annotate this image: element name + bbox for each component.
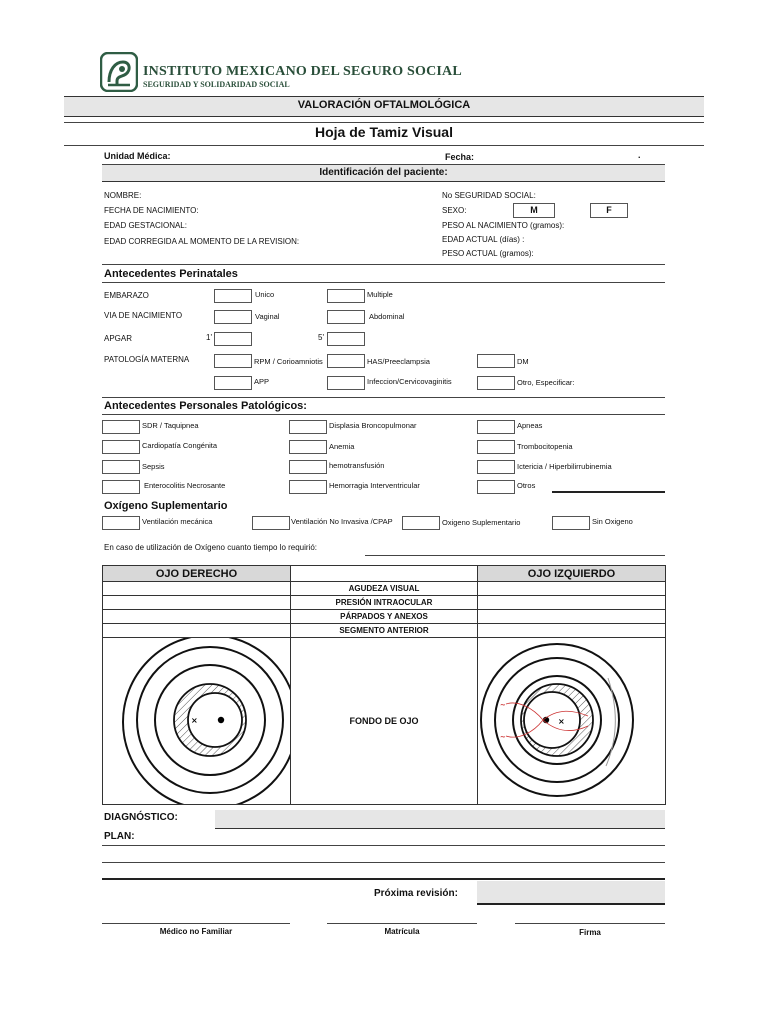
ojo-izquierdo-header: OJO IZQUIERDO [477,565,666,582]
hemotransfusion-label: hemotransfusión [329,461,385,470]
divider [102,282,665,283]
has-label: HAS/Preeclampsia [367,357,430,366]
oi-fondo-cell[interactable] [477,637,666,805]
multiple-label: Multiple [367,290,393,299]
rpm-checkbox[interactable] [214,354,252,368]
fondo-label: FONDO DE OJO [349,716,419,726]
od-agudeza[interactable] [102,581,291,596]
ictericia-label: Ictericia / Hiperbilirrubinemia [517,462,612,471]
hemorragia-label: Hemorragia Interventricular [329,481,420,490]
plan-line-3[interactable] [102,878,665,880]
identificacion-label: Identificación del paciente: [319,167,448,178]
app-label: APP [254,377,270,386]
infeccion-label: Infeccion/Cervicovaginitis [367,377,452,386]
unico-label: Unico [255,290,275,299]
od-presion[interactable] [102,595,291,610]
anemia-checkbox[interactable] [289,440,327,454]
svg-text:×: × [558,717,565,726]
proxima-revision-field[interactable] [477,881,665,905]
divider [64,122,704,123]
displasia-checkbox[interactable] [289,420,327,434]
plan-line-2[interactable] [102,862,665,863]
sin-oxigeno-checkbox[interactable] [552,516,590,530]
sdr-checkbox[interactable] [102,420,140,434]
ictericia-checkbox[interactable] [477,460,515,474]
cardiopatia-checkbox[interactable] [102,440,140,454]
left-eye-diagram [478,638,665,804]
multiple-checkbox[interactable] [327,289,365,303]
abdominal-checkbox[interactable] [327,310,365,324]
peso-nacimiento-label: PESO AL NACIMIENTO (gramos): [442,221,565,230]
patologia-materna-label: PATOLOGÍA MATERNA [104,355,190,364]
oxigeno-title: Oxígeno Suplementario [104,500,228,512]
otros-checkbox[interactable] [477,480,515,494]
edad-corregida-label: EDAD CORREGIDA AL MOMENTO DE LA REVISION: [104,237,300,246]
diagnostico-label: DIAGNÓSTICO: [104,812,178,823]
svg-text:∼: ∼ [500,733,506,741]
oxigeno-time-line[interactable] [365,555,665,556]
via-nacimiento-label: VIA DE NACIMIENTO [104,311,183,320]
section-title: VALORACIÓN OFTALMOLÓGICA [297,99,471,111]
enterocolitis-checkbox[interactable] [102,480,140,494]
otro-label: Otro, Especificar: [517,378,575,387]
parpados-label: PÁRPADOS Y ANEXOS [290,609,478,624]
svg-text:∼: ∼ [500,701,506,709]
otros-line[interactable] [552,491,665,493]
right-eye-diagram [103,638,290,804]
rpm-label: RPM / Corioamniotis [254,357,323,366]
institution-name: INSTITUTO MEXICANO DEL SEGURO SOCIAL [143,64,462,79]
divider [102,397,665,398]
perinatales-title: Antecedentes Perinatales [104,268,238,280]
page-title: Hoja de Tamiz Visual [315,124,453,140]
oxigeno-suplementario-checkbox[interactable] [402,516,440,530]
hemotransfusion-checkbox[interactable] [289,460,327,474]
displasia-label: Displasia Broncopulmonar [329,421,417,430]
dm-label: DM [517,357,529,366]
nombre-label: NOMBRE: [104,191,142,200]
oi-presion[interactable] [477,595,666,610]
center-header [290,565,478,582]
proxima-revision-label: Próxima revisión: [374,888,458,899]
diagnostico-field[interactable] [215,810,665,829]
apgar-5-input[interactable] [327,332,365,346]
apgar-1-input[interactable] [214,332,252,346]
sepsis-label: Sepsis [142,462,165,471]
firma-line[interactable] [515,923,665,924]
divider [102,264,665,265]
sin-oxigeno-label: Sin Oxigeno [592,517,633,526]
presion-label: PRESIÓN INTRAOCULAR [290,595,478,610]
patologicos-title: Antecedentes Personales Patológicos: [104,400,307,412]
oi-segmento[interactable] [477,623,666,638]
divider [64,145,704,146]
sexo-m-label: M [530,205,538,215]
apgar-label: APGAR [104,334,133,343]
apgar-1-label: 1' [206,333,212,342]
unico-checkbox[interactable] [214,289,252,303]
sexo-f-label: F [606,205,612,215]
institution-slogan: SEGURIDAD Y SOLIDARIDAD SOCIAL [143,80,290,89]
apneas-label: Apneas [517,421,543,430]
od-fondo-cell[interactable] [102,637,291,805]
oi-parpados[interactable] [477,609,666,624]
app-checkbox[interactable] [214,376,252,390]
otro-checkbox[interactable] [477,376,515,390]
hemorragia-checkbox[interactable] [289,480,327,494]
fecha-nacimiento-label: FECHA DE NACIMIENTO: [104,206,199,215]
divider [102,414,665,415]
embarazo-label: EMBARAZO [104,291,149,300]
otros-label: Otros [517,481,536,490]
oi-agudeza[interactable] [477,581,666,596]
od-parpados[interactable] [102,609,291,624]
od-segmento[interactable] [102,623,291,638]
plan-line-1[interactable] [102,845,665,846]
sexo-f-checkbox[interactable] [590,203,628,218]
oxigeno-suplementario-label: Oxigeno Suplementario [442,518,521,527]
ojo-derecho-header: OJO DERECHO [102,565,291,582]
unidad-medica-label: Unidad Médica: [104,151,171,161]
has-checkbox[interactable] [327,354,365,368]
ventilacion-mecanica-checkbox[interactable] [102,516,140,530]
firma-label: Firma [579,928,601,937]
oxigeno-question: En caso de utilización de Oxígeno cuanto tiempo lo requirió: [104,543,318,552]
imss-logo [100,52,138,92]
vaginal-checkbox[interactable] [214,310,252,324]
plan-label: PLAN: [104,831,135,842]
enterocolitis-label: Enterocolitis Necrosante [144,481,226,490]
trombocitopenia-label: Trombocitopenia [517,442,573,451]
fecha-label: Fecha: [445,152,475,162]
sepsis-checkbox[interactable] [102,460,140,474]
abdominal-label: Abdominal [369,312,405,321]
ventilacion-mecanica-label: Ventilación mecánica [142,517,213,526]
agudeza-label: AGUDEZA VISUAL [290,581,478,596]
sexo-m-checkbox[interactable] [513,203,555,218]
sexo-label: SEXO: [442,206,467,215]
matricula-line[interactable] [327,923,477,924]
segmento-label: SEGMENTO ANTERIOR [290,623,478,638]
fondo-label-cell [290,637,478,805]
fecha-dot: . [638,150,641,160]
svg-text:×: × [191,716,198,725]
vni-checkbox[interactable] [252,516,290,530]
anemia-label: Anemia [329,442,355,451]
trombocitopenia-checkbox[interactable] [477,440,515,454]
edad-actual-label: EDAD ACTUAL (días) : [442,235,525,244]
peso-actual-label: PESO ACTUAL (gramos): [442,249,534,258]
apneas-checkbox[interactable] [477,420,515,434]
sdr-label: SDR / Taquipnea [142,421,199,430]
apgar-5-label: 5' [318,333,324,342]
vni-label: Ventilación No Invasiva /CPAP [291,517,393,526]
matricula-label: Matrícula [384,927,420,936]
cardiopatia-label: Cardiopatía Congénita [142,441,218,450]
dm-checkbox[interactable] [477,354,515,368]
medico-signature-line[interactable] [102,923,290,924]
medico-label: Médico no Familiar [159,927,233,936]
nss-label: No SEGURIDAD SOCIAL: [442,191,536,200]
edad-gestacional-label: EDAD GESTACIONAL: [104,221,187,230]
infeccion-checkbox[interactable] [327,376,365,390]
vaginal-label: Vaginal [255,312,280,321]
